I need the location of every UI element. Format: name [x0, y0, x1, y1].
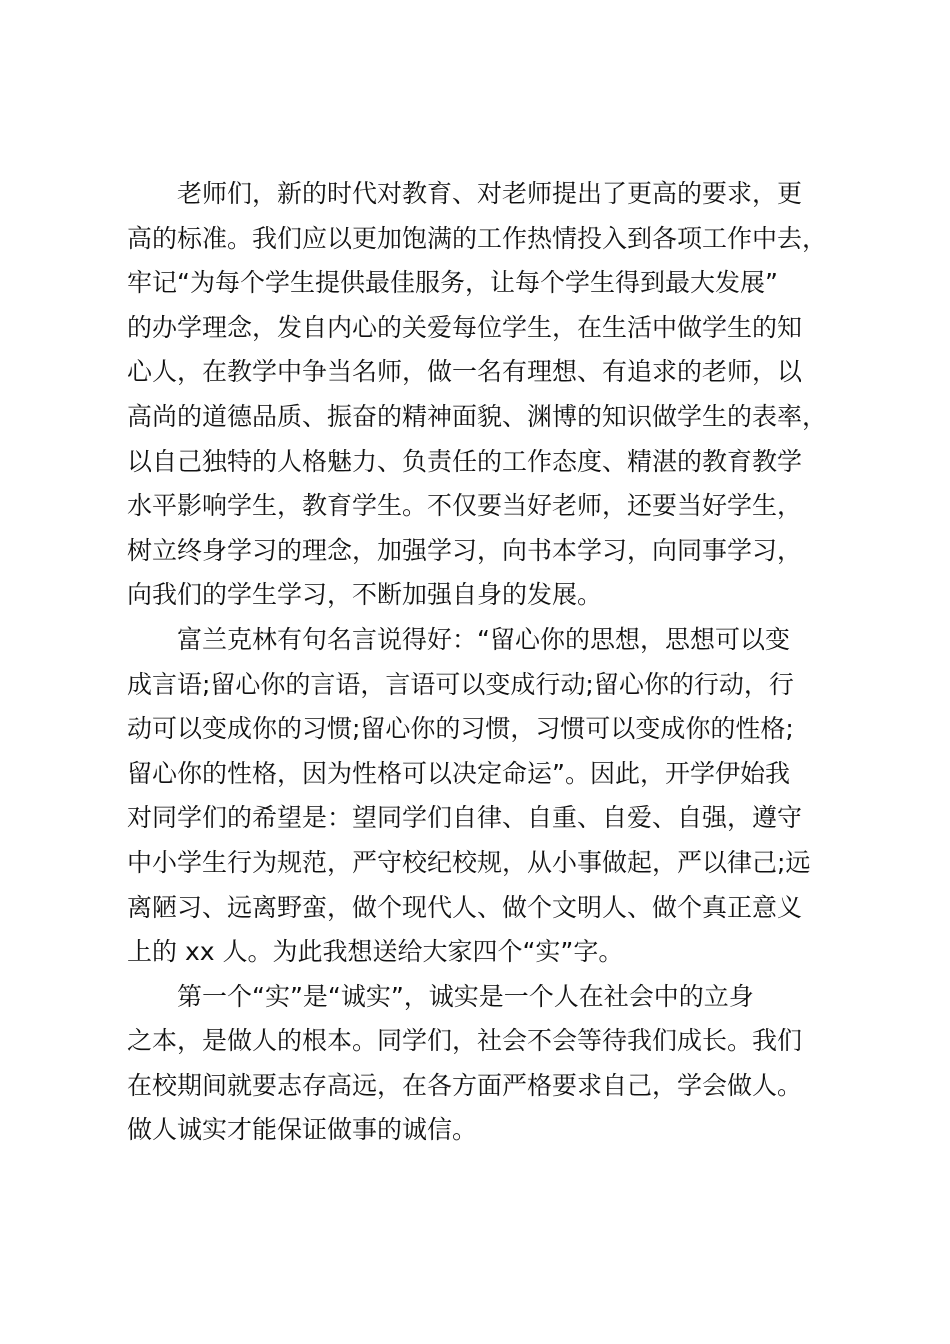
text-line: 高的标准。我们应以更加饱满的工作热情投入到各项工作中去，	[127, 223, 828, 253]
text-line: 的办学理念，发自内心的关爱每位学生，在生活中做学生的知	[127, 312, 803, 342]
text-line: 对同学们的希望是：望同学们自律、自重、自爱、自强，遵守	[127, 803, 803, 833]
text-line: 高尚的道德品质、振奋的精神面貌、渊博的知识做学生的表率，	[127, 401, 828, 431]
text-line: 动可以变成你的习惯;留心你的习惯，习惯可以变成你的性格;	[127, 714, 794, 744]
text-line: 上的 xx 人。为此我想送给大家四个“实”字。	[127, 937, 624, 967]
text-line: 在校期间就要志存高远，在各方面严格要求自己，学会做人。	[127, 1070, 803, 1100]
text-line: 之本，是做人的根本。同学们，社会不会等待我们成长。我们	[127, 1026, 803, 1056]
document-body	[127, 172, 847, 1153]
text-line: 心人，在教学中争当名师，做一名有理想、有追求的老师，以	[127, 357, 803, 387]
text-line: 离陋习、远离野蛮，做个现代人、做个文明人、做个真正意义	[127, 892, 803, 922]
text-line: 第一个“实”是“诚实”，诚实是一个人在社会中的立身	[177, 981, 754, 1011]
paragraph-2	[127, 618, 847, 975]
text-line: 以自己独特的人格魅力、负责任的工作态度、精湛的教育教学	[127, 446, 803, 476]
text-line: 留心你的性格，因为性格可以决定命运”。因此，开学伊始我	[127, 758, 790, 788]
text-line: 中小学生行为规范，严守校纪校规，从小事做起，严以律己;远	[127, 847, 811, 877]
paragraph-1	[127, 172, 847, 618]
paragraph-3	[127, 975, 847, 1153]
text-line: 向我们的学生学习，不断加强自身的发展。	[127, 580, 603, 610]
text-line: 水平影响学生，教育学生。不仅要当好老师，还要当好学生，	[127, 491, 803, 521]
text-line: 树立终身学习的理念，加强学习，向书本学习，向同事学习，	[127, 535, 803, 565]
text-line: 老师们，新的时代对教育、对老师提出了更高的要求，更	[177, 179, 803, 208]
text-line: 做人诚实才能保证做事的诚信。	[127, 1115, 478, 1145]
text-line: 富兰克林有句名言说得好：“留心你的思想，思想可以变	[177, 624, 790, 654]
text-line: 牢记“为每个学生提供最佳服务，让每个学生得到最大发展”	[127, 268, 778, 298]
text-line: 成言语;留心你的言语，言语可以变成行动;留心你的行动，行	[127, 669, 794, 699]
